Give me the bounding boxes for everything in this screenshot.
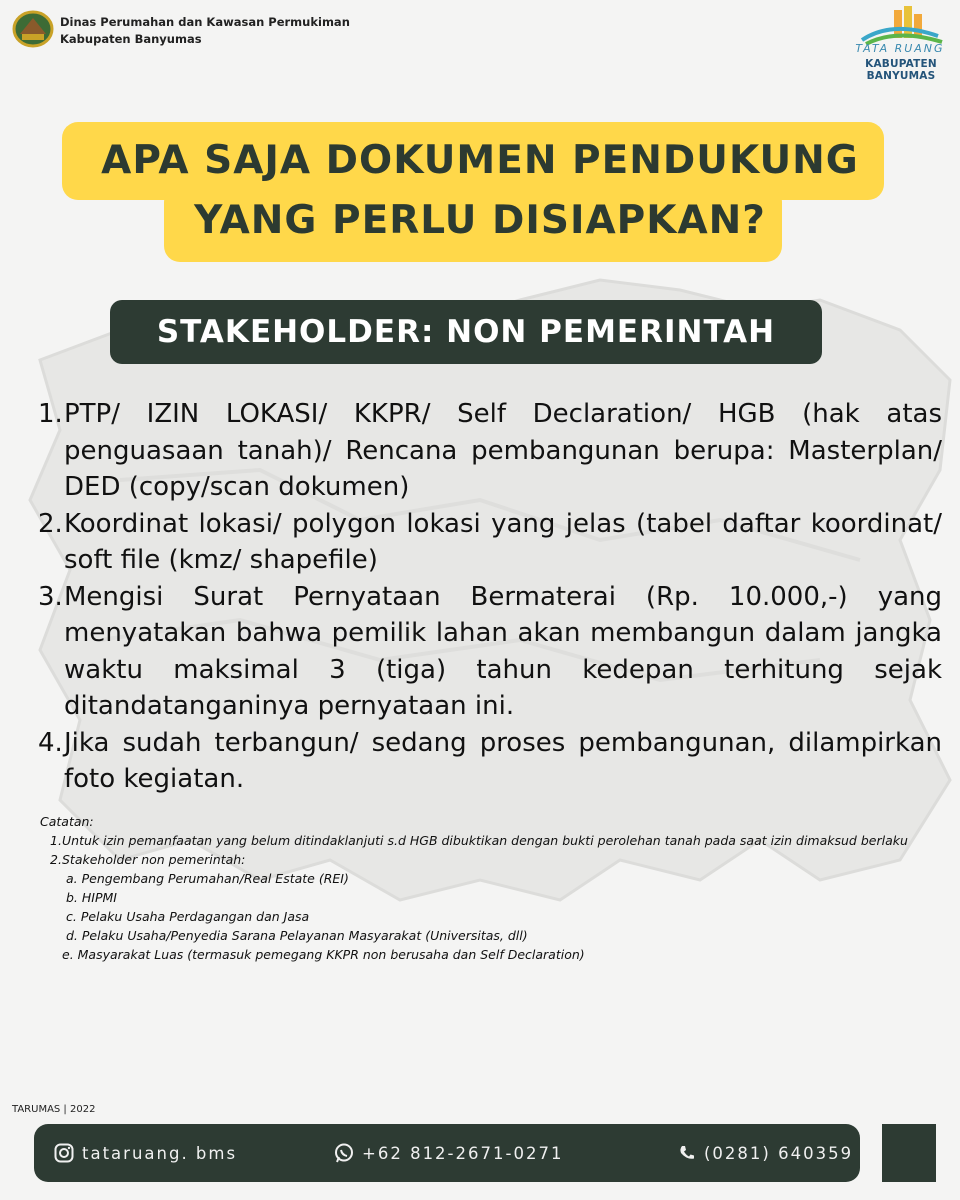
footer-side-block — [882, 1124, 936, 1182]
logo-region: KABUPATEN BANYUMAS — [865, 58, 937, 82]
instagram-contact[interactable] — [54, 1124, 237, 1182]
phone-icon — [678, 1144, 696, 1162]
document-list — [38, 396, 942, 798]
note-item — [40, 850, 940, 869]
page-title-line1: APA SAJA DOKUMEN PENDUKUNG — [101, 138, 859, 183]
list-item — [38, 579, 942, 725]
notes-heading: Catatan: — [40, 814, 94, 829]
note-subitem: e. Masyarakat Luas (termasuk pemegang KKPR non berusaha dan Self Declaration) — [62, 947, 585, 962]
phone-contact[interactable] — [678, 1124, 853, 1182]
list-text: Jika sudah terbangun/ sedang proses pembangunan, dilampirkan foto kegiatan. — [64, 727, 942, 794]
org-line2: Kabupaten Banyumas — [60, 32, 202, 46]
note-text: Untuk izin pemanfaatan yang belum ditindaklanjuti s.d HGB dibuktikan dengan bukti perolehan tanah pada saat izin dimaksud berlaku — [62, 833, 908, 848]
instagram-icon — [54, 1143, 74, 1163]
note-item — [40, 831, 940, 850]
whatsapp-contact[interactable] — [334, 1124, 563, 1182]
note-subitem: d. Pelaku Usaha/Penyedia Sarana Pelayanan Masyarakat (Universitas, dll) — [66, 928, 528, 943]
note-subitem: b. HIPMI — [66, 890, 117, 905]
notes-section — [40, 812, 940, 964]
credit-text: TARUMAS | 2022 — [12, 1104, 96, 1115]
list-item — [38, 725, 942, 798]
note-subitem: a. Pengembang Perumahan/Real Estate (REI) — [66, 871, 349, 886]
logo-word: TATA RUANG — [855, 42, 945, 55]
contact-footer — [34, 1124, 860, 1182]
list-number: 2. — [38, 508, 63, 539]
list-number: 4. — [38, 727, 63, 758]
tata-ruang-logo — [842, 6, 960, 82]
page-title-line2: YANG PERLU DISIAPKAN? — [194, 198, 766, 243]
note-subitem: c. Pelaku Usaha Perdagangan dan Jasa — [66, 909, 310, 924]
instagram-handle: tataruang. bms — [82, 1143, 238, 1163]
list-text: PTP/ IZIN LOKASI/ KKPR/ Self Declaration/ HGB (hak atas penguasaan tanah)/ Rencana pembangunan berupa: Masterplan/ DED (copy/scan dokumen) — [64, 399, 942, 502]
list-number: 1. — [38, 399, 63, 429]
list-item — [38, 396, 942, 506]
org-line1: Dinas Perumahan dan Kawasan Permukiman — [60, 15, 350, 29]
phone-number: (0281) 640359 — [704, 1143, 854, 1163]
note-text: Stakeholder non pemerintah: — [62, 852, 246, 867]
banyumas-emblem-icon — [12, 8, 54, 50]
whatsapp-icon — [334, 1143, 354, 1163]
list-text: Mengisi Surat Pernyataan Bermaterai (Rp. 10.000,-) yang menyatakan bahwa pemilik lahan akan membangun dalam jangka waktu maksimal 3 (tiga) tahun kedepan terhitung sejak ditandatanganinya pernyataan ini. — [64, 581, 942, 721]
note-number: 1. — [50, 833, 62, 848]
city-skyline-icon — [842, 6, 960, 46]
list-item — [38, 506, 942, 579]
org-name — [60, 14, 350, 48]
list-number: 3. — [38, 581, 63, 612]
note-number: 2. — [50, 852, 62, 867]
list-text: Koordinat lokasi/ polygon lokasi yang jelas (tabel daftar koordinat/ soft file (kmz/ shapefile) — [64, 508, 942, 575]
stakeholder-banner: STAKEHOLDER: NON PEMERINTAH — [110, 300, 822, 364]
whatsapp-number: +62 812-2671-0271 — [362, 1143, 564, 1163]
